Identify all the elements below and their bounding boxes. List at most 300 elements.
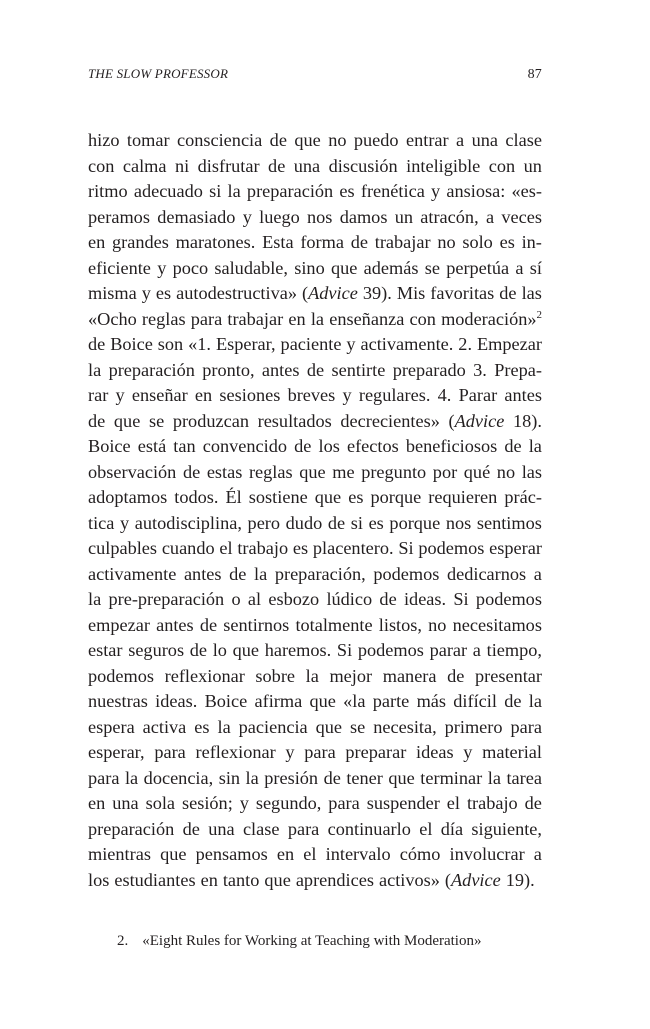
word: sin bbox=[218, 767, 241, 788]
word: Esta bbox=[262, 232, 294, 252]
word: suspender bbox=[366, 793, 440, 813]
text-line bbox=[88, 256, 542, 282]
word: podemos bbox=[88, 665, 155, 686]
word: no bbox=[437, 232, 456, 252]
word: preparación, bbox=[274, 563, 366, 584]
word: cómo bbox=[399, 844, 441, 864]
word: en bbox=[276, 844, 295, 864]
word: sesión; bbox=[181, 793, 233, 813]
word: perpetúa bbox=[446, 257, 510, 278]
word: presentar bbox=[475, 665, 542, 686]
word: afirma bbox=[254, 691, 303, 711]
word: es bbox=[348, 487, 364, 507]
word: requieren bbox=[428, 487, 498, 507]
word: necesita, bbox=[373, 716, 437, 737]
word: tanto bbox=[222, 869, 260, 890]
word: docencia, bbox=[143, 767, 214, 788]
word: de bbox=[199, 614, 218, 635]
text-line bbox=[88, 179, 542, 205]
word: de bbox=[379, 589, 397, 609]
word: la bbox=[217, 716, 231, 737]
word: adecuado bbox=[133, 181, 203, 201]
word: forma bbox=[300, 232, 344, 252]
word: la bbox=[88, 589, 102, 609]
text-line bbox=[88, 562, 542, 588]
word: a bbox=[456, 130, 465, 150]
word: Si bbox=[398, 538, 414, 558]
word: manera bbox=[382, 665, 437, 686]
text-line bbox=[88, 383, 542, 409]
text-line bbox=[88, 205, 542, 231]
word: y bbox=[120, 512, 130, 533]
word: si bbox=[209, 181, 222, 201]
word: clase bbox=[505, 130, 542, 150]
word: y bbox=[115, 385, 125, 405]
word: antes bbox=[504, 385, 542, 405]
word: está bbox=[137, 436, 167, 456]
word: trabajo bbox=[466, 793, 518, 813]
word: que bbox=[294, 130, 321, 150]
word: la bbox=[528, 436, 542, 456]
word: de bbox=[323, 767, 341, 788]
word: además bbox=[363, 257, 419, 278]
word: preparación bbox=[88, 818, 175, 839]
footnote bbox=[117, 933, 557, 950]
word: listos, bbox=[378, 614, 422, 635]
word: aprendices bbox=[295, 869, 374, 890]
footnote-ref: 2 bbox=[536, 308, 542, 321]
word: paciente bbox=[280, 334, 342, 354]
word: entrar bbox=[406, 130, 449, 150]
word: 19). bbox=[505, 869, 535, 890]
word: día bbox=[440, 818, 464, 839]
word: al bbox=[247, 589, 262, 609]
text-line bbox=[88, 128, 542, 154]
word: ansiosa: bbox=[446, 181, 506, 201]
word: Parar bbox=[458, 385, 498, 405]
word: a bbox=[533, 844, 542, 864]
text-line bbox=[88, 434, 542, 460]
word: veces bbox=[501, 206, 542, 227]
word: podemos bbox=[475, 589, 542, 609]
word: de bbox=[504, 436, 522, 456]
word: enseñanza bbox=[329, 308, 405, 329]
word: no bbox=[428, 614, 447, 635]
text-line bbox=[88, 715, 542, 741]
word: a bbox=[472, 640, 481, 660]
word: sentirnos bbox=[223, 614, 290, 635]
word: que bbox=[160, 844, 187, 864]
word: reflexionar bbox=[195, 742, 276, 762]
word: sentimos bbox=[476, 512, 542, 533]
word: dudo bbox=[285, 512, 323, 533]
word: activos» bbox=[378, 869, 440, 890]
word: solo bbox=[462, 232, 493, 252]
word: «es- bbox=[511, 181, 542, 201]
text-line bbox=[88, 638, 542, 664]
word: estar bbox=[88, 640, 123, 660]
word: difícil bbox=[453, 691, 497, 711]
word: podemos bbox=[373, 563, 440, 584]
word: Prepa- bbox=[494, 359, 542, 380]
word: preparación bbox=[246, 181, 334, 201]
word: presión bbox=[264, 767, 319, 788]
word: inteligible bbox=[406, 155, 481, 176]
word: 2. bbox=[458, 334, 473, 354]
text-line bbox=[88, 791, 542, 817]
word: parte bbox=[372, 691, 410, 711]
word: (Advice bbox=[302, 283, 358, 303]
word: en bbox=[88, 793, 106, 813]
word: autodestructiva» bbox=[176, 283, 297, 303]
word: tica bbox=[88, 512, 115, 533]
word: la bbox=[124, 767, 139, 788]
word: una bbox=[112, 793, 139, 813]
word: reglas bbox=[248, 461, 293, 482]
word: y bbox=[463, 742, 473, 762]
word: una bbox=[208, 818, 235, 839]
page-number: 87 bbox=[527, 67, 542, 82]
word: enseñar bbox=[131, 385, 188, 405]
word: puedo bbox=[353, 130, 399, 150]
word: los bbox=[318, 436, 340, 456]
word: sostiene bbox=[248, 487, 308, 507]
word: es bbox=[292, 538, 309, 558]
word: la bbox=[88, 359, 102, 380]
word: demasiado bbox=[157, 206, 236, 227]
word: de bbox=[524, 793, 542, 813]
word: que bbox=[309, 691, 336, 711]
word: con bbox=[88, 155, 115, 176]
word: para bbox=[154, 742, 186, 762]
word: son bbox=[157, 334, 184, 354]
word: y bbox=[285, 742, 295, 762]
word: esperar, bbox=[88, 742, 145, 762]
word: la bbox=[245, 767, 259, 788]
word: me bbox=[332, 461, 355, 482]
word: calma bbox=[122, 155, 167, 176]
word: que bbox=[264, 869, 291, 890]
word: maratones. bbox=[175, 232, 256, 252]
word: consciencia bbox=[176, 130, 263, 150]
word: cuando bbox=[161, 538, 215, 558]
word: activamente. bbox=[360, 334, 454, 354]
word: involucrar bbox=[449, 844, 525, 864]
word: y bbox=[342, 385, 352, 405]
word: 39). bbox=[362, 283, 392, 303]
word: el bbox=[419, 818, 433, 839]
word: placentero. bbox=[312, 538, 394, 558]
word: y bbox=[242, 206, 252, 227]
word: pronto, bbox=[202, 359, 255, 380]
word: qué bbox=[463, 461, 491, 482]
word: trabajo bbox=[237, 538, 289, 558]
body-text bbox=[88, 128, 542, 893]
word: y bbox=[157, 257, 167, 278]
text-line bbox=[88, 409, 542, 435]
word: de bbox=[88, 334, 106, 354]
word: poco bbox=[172, 257, 209, 278]
word: es bbox=[368, 512, 384, 533]
word: para bbox=[190, 308, 223, 329]
word: prác- bbox=[504, 487, 542, 507]
word: nuestras bbox=[88, 691, 148, 711]
footnote-number: 2. bbox=[117, 933, 129, 949]
word: y bbox=[346, 334, 356, 354]
text-line bbox=[88, 307, 542, 333]
word: a bbox=[485, 206, 495, 227]
word: produzcan bbox=[172, 410, 249, 431]
word: luego bbox=[259, 206, 300, 227]
word: tomar bbox=[126, 130, 170, 150]
word: totalmente bbox=[295, 614, 373, 635]
word: de bbox=[499, 283, 517, 303]
word: y bbox=[431, 181, 441, 201]
word: continuarlo bbox=[327, 818, 411, 839]
word: para bbox=[304, 742, 336, 762]
text-line bbox=[88, 230, 542, 256]
word: seguros bbox=[128, 640, 185, 660]
word: de bbox=[269, 130, 287, 150]
word: Boice bbox=[110, 334, 153, 354]
word: las bbox=[521, 461, 542, 482]
word: para bbox=[287, 818, 320, 839]
word: material bbox=[482, 742, 542, 762]
word: regulares. bbox=[358, 385, 431, 405]
text-line bbox=[88, 766, 542, 792]
text-line bbox=[88, 868, 542, 894]
word: beneficiosos bbox=[405, 436, 498, 456]
text-line bbox=[88, 460, 542, 486]
word: de bbox=[229, 563, 247, 584]
word: espera bbox=[88, 716, 135, 737]
word: adoptamos bbox=[88, 487, 168, 507]
word: primero bbox=[444, 716, 503, 737]
word: antes bbox=[156, 614, 194, 635]
word: para bbox=[328, 793, 360, 813]
word: reglas bbox=[141, 308, 186, 329]
word: peramos bbox=[88, 206, 150, 227]
word: que bbox=[299, 461, 326, 482]
word: y bbox=[239, 793, 249, 813]
word: trabajar bbox=[374, 232, 431, 252]
word: para bbox=[88, 767, 120, 788]
word: sola bbox=[145, 793, 176, 813]
word: convencido bbox=[202, 436, 288, 456]
word: Boice bbox=[88, 436, 131, 456]
text-line bbox=[88, 689, 542, 715]
text-line bbox=[88, 587, 542, 613]
text-line bbox=[88, 817, 542, 843]
word: esbozo bbox=[268, 589, 320, 609]
text-line bbox=[88, 664, 542, 690]
word: de bbox=[350, 232, 368, 252]
word: de bbox=[88, 410, 106, 431]
word: es bbox=[339, 181, 355, 201]
word: en bbox=[288, 308, 306, 329]
word: una bbox=[293, 155, 321, 176]
word: preparación bbox=[108, 359, 195, 380]
word: de bbox=[504, 691, 522, 711]
word: frenética bbox=[360, 181, 425, 201]
word: nos bbox=[445, 512, 472, 533]
word: antes bbox=[261, 359, 300, 380]
text-line bbox=[88, 332, 542, 358]
word: misma bbox=[88, 283, 137, 303]
word: «la bbox=[343, 691, 366, 711]
word: tan bbox=[173, 436, 196, 456]
word: un bbox=[394, 206, 413, 227]
word: en bbox=[88, 232, 106, 252]
word: observación bbox=[88, 461, 177, 482]
word: preparar bbox=[345, 742, 407, 762]
word: 18). bbox=[512, 410, 542, 431]
word: dedicarnos bbox=[446, 563, 527, 584]
word: grandes bbox=[112, 232, 169, 252]
footnote-text: «Eight Rules for Working at Teaching with Moderation» bbox=[142, 933, 482, 949]
word: las bbox=[521, 283, 542, 303]
word: los bbox=[88, 869, 110, 890]
word: de bbox=[447, 665, 465, 686]
word: 3. bbox=[473, 359, 487, 380]
word: a bbox=[533, 563, 542, 584]
word: moderación»$^2$ bbox=[441, 308, 542, 329]
word: in- bbox=[521, 232, 542, 252]
word: ni bbox=[174, 155, 190, 176]
word: lúdico bbox=[326, 589, 373, 609]
word: la bbox=[487, 767, 501, 788]
word: rar bbox=[88, 385, 109, 405]
word: tiempo, bbox=[486, 640, 542, 660]
running-title: THE SLOW PROFESSOR bbox=[88, 66, 229, 81]
word: se bbox=[350, 716, 366, 737]
word: Empezar bbox=[476, 334, 542, 354]
word: sesiones bbox=[219, 385, 281, 405]
word: para bbox=[510, 716, 542, 737]
word: de bbox=[268, 155, 286, 176]
text-line bbox=[88, 485, 542, 511]
word: sobre bbox=[255, 665, 296, 686]
word: activa bbox=[142, 716, 187, 737]
word: la bbox=[528, 691, 542, 711]
word: de bbox=[306, 359, 325, 380]
word: efectos bbox=[346, 436, 399, 456]
word: Él bbox=[225, 487, 242, 507]
text-line bbox=[88, 511, 542, 537]
word: necesitamos bbox=[452, 614, 542, 635]
word: de bbox=[294, 436, 312, 456]
word: por bbox=[432, 461, 458, 482]
word: «1. bbox=[188, 334, 211, 354]
word: intervalo bbox=[325, 844, 391, 864]
word: damos bbox=[339, 206, 388, 227]
word: porque bbox=[370, 487, 422, 507]
word: a bbox=[515, 257, 524, 278]
word: el bbox=[219, 538, 233, 558]
word: decrecientes» bbox=[340, 410, 440, 431]
word: ideas bbox=[416, 742, 454, 762]
word: pero bbox=[247, 512, 281, 533]
text-line bbox=[88, 842, 542, 868]
word: eficiente bbox=[88, 257, 151, 278]
word: es bbox=[194, 716, 210, 737]
word: «Ocho bbox=[88, 308, 137, 329]
word: tarea bbox=[506, 767, 542, 788]
text-line bbox=[88, 536, 542, 562]
word: más bbox=[416, 691, 447, 711]
word: paciencia bbox=[238, 716, 308, 737]
word: podemos bbox=[357, 640, 424, 660]
word: disfrutar bbox=[197, 155, 260, 176]
word: autodisciplina, bbox=[134, 512, 242, 533]
word: estudiantes bbox=[114, 869, 196, 890]
word: nos bbox=[307, 206, 333, 227]
word: pre-preparación bbox=[108, 589, 225, 609]
word: la bbox=[254, 563, 268, 584]
word: tener bbox=[346, 767, 383, 788]
word: sentirte bbox=[331, 359, 386, 380]
word: Si bbox=[453, 589, 469, 609]
word: pensamos bbox=[195, 844, 268, 864]
word: esperar bbox=[489, 538, 542, 558]
word: porque bbox=[389, 512, 441, 533]
word: la bbox=[227, 181, 241, 201]
word: mejor bbox=[329, 665, 373, 686]
word: que bbox=[314, 487, 342, 507]
text-line bbox=[88, 281, 542, 307]
word: antes bbox=[183, 563, 222, 584]
word: siguiente, bbox=[471, 818, 542, 839]
word: ideas. bbox=[403, 589, 447, 609]
word: en bbox=[194, 385, 213, 405]
word: que bbox=[113, 410, 141, 431]
word: de bbox=[327, 512, 346, 533]
word: sino bbox=[294, 257, 325, 278]
word: si bbox=[350, 512, 363, 533]
text-line bbox=[88, 613, 542, 639]
word: mientras bbox=[88, 844, 151, 864]
word: el bbox=[303, 844, 317, 864]
word: o bbox=[231, 589, 241, 609]
word: (Advice bbox=[444, 869, 501, 890]
text-line bbox=[88, 154, 542, 180]
word: (Advice bbox=[448, 410, 505, 431]
word: el bbox=[446, 793, 460, 813]
word: saludable, bbox=[214, 257, 288, 278]
word: Mis bbox=[396, 283, 426, 303]
word: no bbox=[328, 130, 347, 150]
word: empezar bbox=[88, 614, 150, 635]
word: no bbox=[496, 461, 516, 482]
running-head bbox=[88, 66, 542, 83]
word: Boice bbox=[204, 691, 248, 711]
word: se bbox=[424, 257, 440, 278]
word: Esperar, bbox=[215, 334, 276, 354]
word: clase bbox=[242, 818, 280, 839]
word: breves bbox=[287, 385, 336, 405]
word: en bbox=[200, 869, 218, 890]
word: que bbox=[232, 640, 260, 660]
word: preparado bbox=[392, 359, 466, 380]
word: que bbox=[388, 767, 415, 788]
word: trabajar bbox=[227, 308, 284, 329]
word: la bbox=[305, 665, 319, 686]
word: de bbox=[182, 461, 201, 482]
word: que bbox=[315, 716, 343, 737]
word: todos. bbox=[174, 487, 219, 507]
word: hizo bbox=[88, 130, 120, 150]
word: discusión bbox=[328, 155, 398, 176]
